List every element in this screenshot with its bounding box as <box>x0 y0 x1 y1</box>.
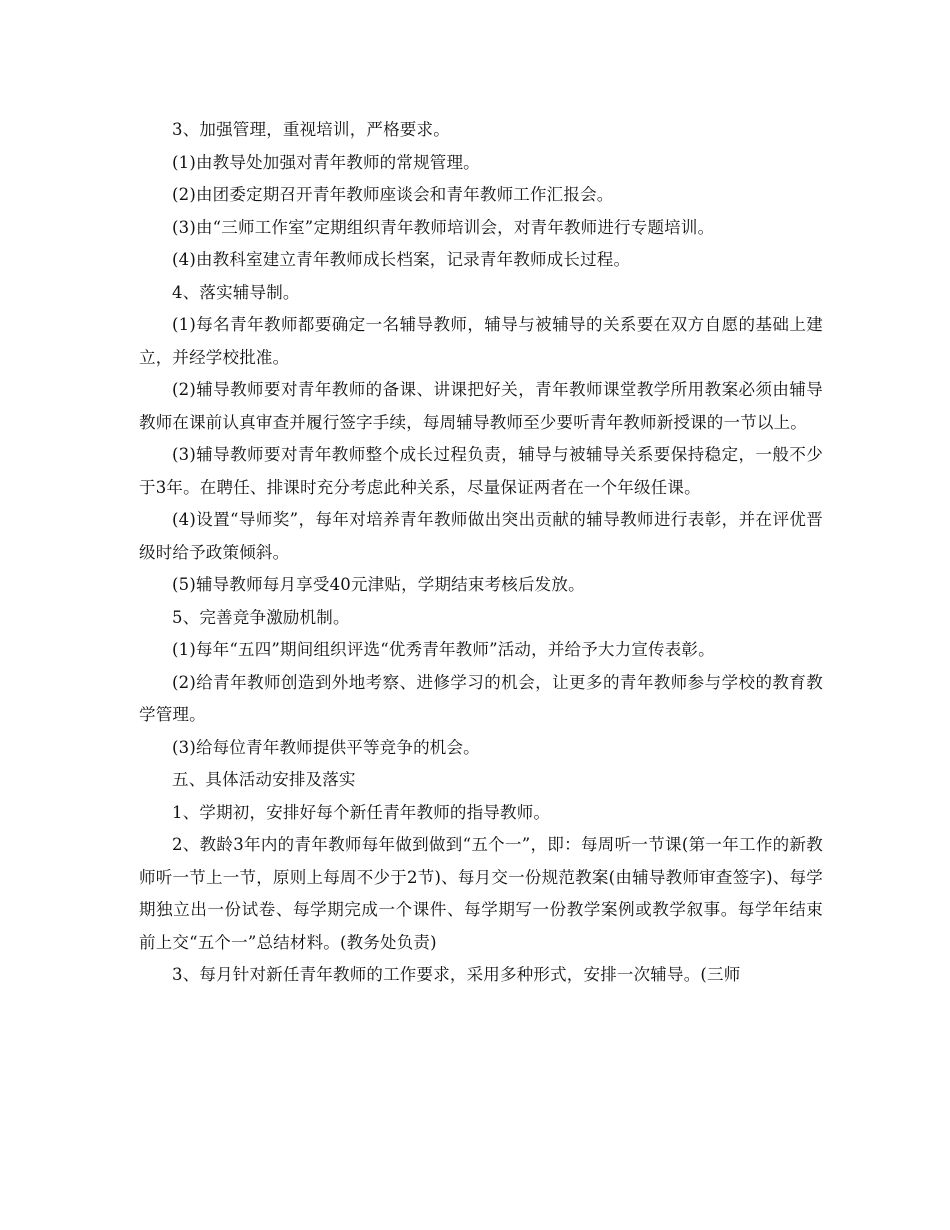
paragraph: (3)由“三师工作室”定期组织青年教师培训会，对青年教师进行专题培训。 <box>172 217 715 237</box>
paragraph: (2)给青年教师创造到外地考察、进修学习的机会，让更多的青年教师参与学校的教育教学管理。 <box>139 672 823 724</box>
paragraph: 五、具体活动安排及落实 <box>172 770 356 789</box>
paragraph: 3、每月针对新任青年教师的工作要求，采用多种形式，安排一次辅导。(三师 <box>172 965 741 984</box>
paragraph: 1、学期初，安排好每个新任青年教师的指导教师。 <box>172 802 551 822</box>
paragraph: (1)每年“五四”期间组织评选“优秀青年教师”活动，并给予大力宣传表彰。 <box>172 640 715 659</box>
paragraph: 5、完善竞争激励机制。 <box>172 607 350 627</box>
paragraph: (2)辅导教师要对青年教师的备课、讲课把好关，青年教师课堂教学所用教案必须由辅导教师在课前认真审查并履行签字手续，每周辅导教师至少要听青年教师新授课的一节以上。 <box>139 380 823 432</box>
paragraph: 4、落实辅导制。 <box>172 282 300 302</box>
paragraph: 2、教龄3年内的青年教师每年做到做到“五个一”，即：每周听一节课(第一年工作的新教师听一节上一节，原则上每周不少于2节)、每月交一份规范教案(由辅导教师审查签字)、每学期独立出一份试卷、每学期完成一个课件、每学期写一份教学案例或教学叙事。每学年结束前上交“五个一”总结材料。(教务处负责) <box>139 835 823 952</box>
paragraph: (4)设置“导师奖”，每年对培养青年教师做出突出贡献的辅导教师进行表彰，并在评优晋级时给予政策倾斜。 <box>139 510 823 562</box>
paragraph: (1)由教导处加强对青年教师的常规管理。 <box>172 152 480 172</box>
paragraph: (4)由教科室建立青年教师成长档案，记录青年教师成长过程。 <box>172 250 631 269</box>
document-body <box>139 114 823 992</box>
paragraph: 3、加强管理，重视培训，严格要求。 <box>172 120 450 139</box>
paragraph: (1)每名青年教师都要确定一名辅导教师，辅导与被辅导的关系要在双方自愿的基础上建立，并经学校批准。 <box>139 315 823 367</box>
paragraph: (2)由团委定期召开青年教师座谈会和青年教师工作汇报会。 <box>172 185 614 204</box>
paragraph: (3)辅导教师要对青年教师整个成长过程负责，辅导与被辅导关系要保持稳定，一般不少于3年。在聘任、排课时充分考虑此种关系，尽量保证两者在一个年级任课。 <box>139 445 823 497</box>
paragraph: (5)辅导教师每月享受40元津贴，学期结束考核后发放。 <box>172 575 585 594</box>
paragraph: (3)给每位青年教师提供平等竞争的机会。 <box>172 737 480 757</box>
